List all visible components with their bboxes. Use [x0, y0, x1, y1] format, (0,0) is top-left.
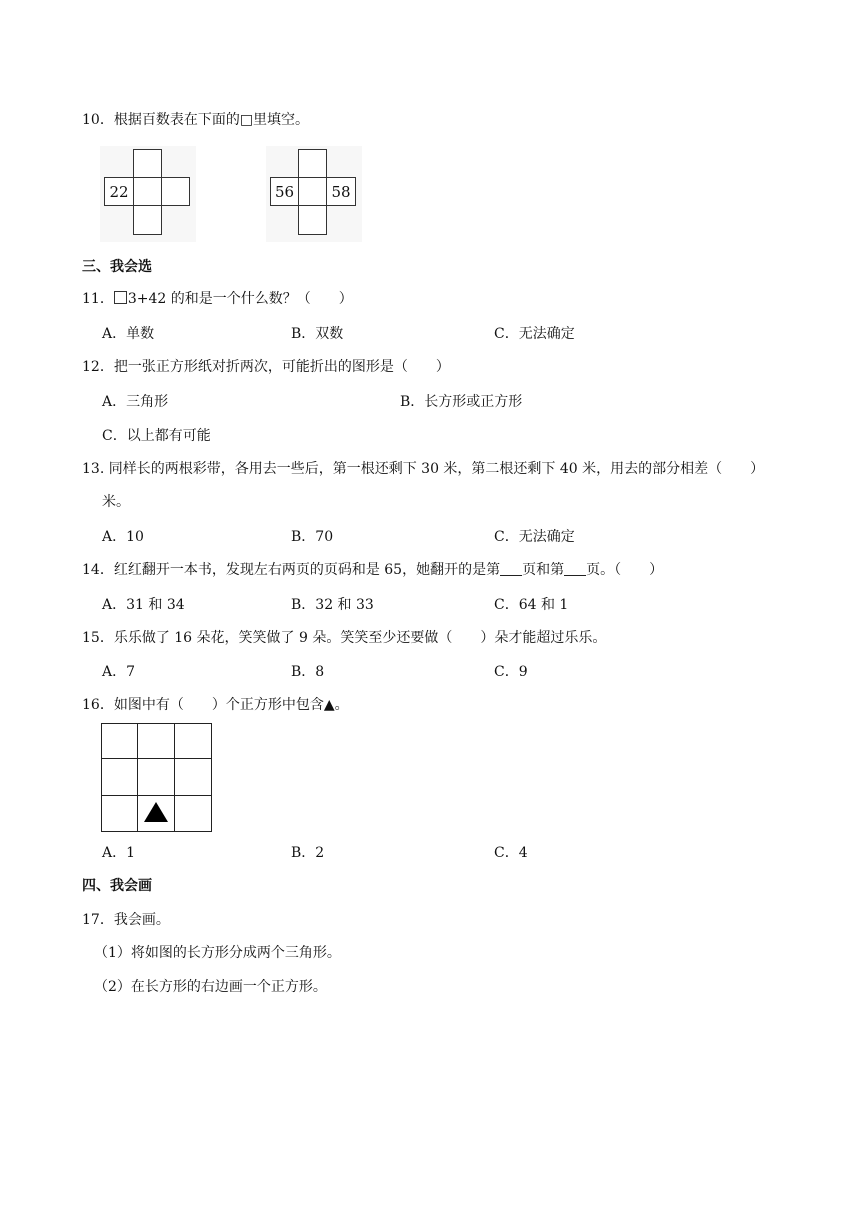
q13-option-a[interactable]: A．10 — [102, 529, 144, 545]
q12-option-c[interactable]: C．以上都有可能 — [102, 428, 211, 444]
blank-box-icon — [114, 291, 127, 304]
number-cross-1 — [100, 146, 196, 242]
q15-option-b[interactable]: B．8 — [291, 664, 325, 680]
number-cross-2 — [266, 146, 362, 242]
q11-option-c[interactable]: C．无法确定 — [494, 326, 575, 342]
cross2-left-cell: 56 — [270, 177, 299, 206]
q11-option-a[interactable]: A．单数 — [102, 326, 155, 342]
question-11-text — [82, 289, 353, 309]
cross1-left-cell: 22 — [104, 177, 134, 206]
q14-option-c[interactable]: C．64 和 1 — [494, 597, 569, 613]
question-14-part3: 页。（ ） — [586, 562, 664, 578]
cross2-bottom-cell — [298, 205, 327, 235]
q12-option-a[interactable]: A．三角形 — [102, 394, 169, 410]
grid-horizontal-lines — [101, 758, 212, 796]
square-grid-3x3 — [101, 723, 212, 832]
cross1-top-cell — [133, 149, 162, 178]
cross1-bottom-cell — [133, 205, 162, 235]
q11-option-b[interactable]: B．双数 — [291, 326, 344, 342]
cross2-center-cell — [298, 177, 327, 206]
question-14-part2: 页和第 — [522, 562, 565, 578]
q12-option-b[interactable]: B．长方形或正方形 — [400, 394, 523, 410]
answer-blank-2[interactable] — [564, 563, 586, 576]
question-15-text: 15．乐乐做了 16 朵花，笑笑做了 9 朵。笑笑至少还要做（ ）朵才能超过乐乐。 — [82, 630, 607, 646]
question-14-part1: 14．红红翻开一本书，发现左右两页的页码和是 65，她翻开的是第 — [82, 562, 501, 578]
q16-option-b[interactable]: B．2 — [291, 845, 325, 861]
cross1-center-cell — [133, 177, 162, 206]
cross2-right-cell: 58 — [326, 177, 356, 206]
q14-option-b[interactable]: B．32 和 33 — [291, 597, 374, 613]
question-17-sub1: （1）将如图的长方形分成两个三角形。 — [94, 945, 341, 961]
question-13-text: 13. 同样长的两根彩带，各用去一些后，第一根还剩下 30 米，第二根还剩下 40 米，用去的部分相差（ ） — [82, 461, 765, 477]
q16-option-c[interactable]: C．4 — [494, 845, 528, 861]
question-11-number: 11． — [82, 291, 114, 307]
question-11-stem: 3+42 的和是一个什么数？（ ） — [127, 291, 353, 307]
question-12-text: 12．把一张正方形纸对折两次，可能折出的图形是（ ） — [82, 359, 450, 375]
question-17-sub2: （2）在长方形的右边画一个正方形。 — [94, 979, 327, 995]
q15-option-a[interactable]: A．7 — [102, 664, 136, 680]
answer-blank-1[interactable] — [500, 563, 522, 576]
cross1-right-cell — [161, 177, 190, 206]
section-4-title: 四、我会画 — [82, 878, 152, 894]
cross2-top-cell — [298, 149, 327, 178]
q15-option-c[interactable]: C．9 — [494, 664, 528, 680]
question-16-text: 16．如图中有（ ）个正方形中包含▲。 — [82, 697, 349, 713]
question-10-text: 10．根据百数表在下面的□里填空。 — [82, 112, 310, 128]
q13-option-c[interactable]: C．无法确定 — [494, 529, 575, 545]
question-14-text — [82, 560, 663, 580]
section-3-title: 三、我会选 — [82, 259, 152, 275]
question-13-text-cont: 米。 — [102, 494, 130, 510]
q13-option-b[interactable]: B．70 — [291, 529, 334, 545]
q16-option-a[interactable]: A．1 — [102, 845, 136, 861]
question-17-text: 17．我会画。 — [82, 912, 170, 928]
q14-option-a[interactable]: A．31 和 34 — [102, 597, 185, 613]
triangle-icon — [144, 802, 168, 822]
